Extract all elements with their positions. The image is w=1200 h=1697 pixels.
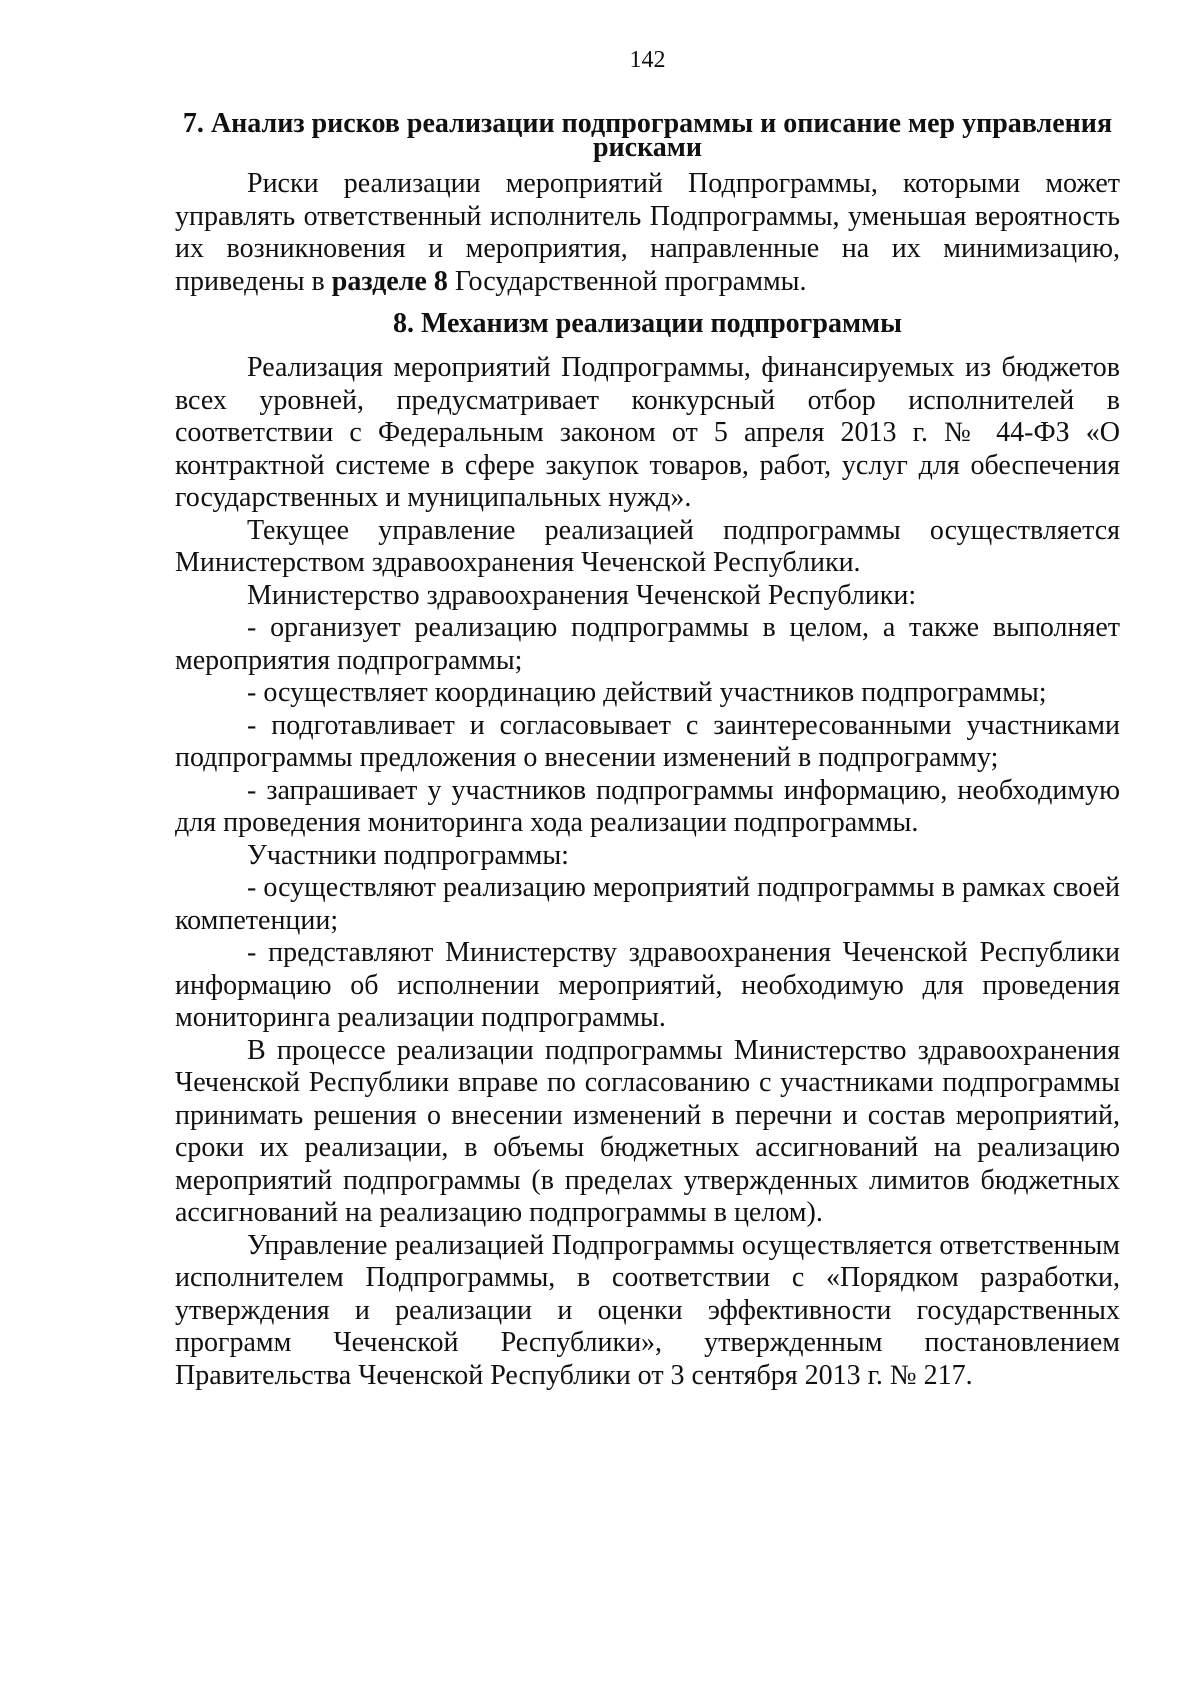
section-8-paragraph-3: Министерство здравоохранения Чеченской Республики:: [247, 579, 917, 611]
section-8-paragraph-1: Реализация мероприятий Подпрограммы, финансируемых из бюджетов всех уровней, предусматривает конкурсный отбор исполнителей в соответствии с Федеральным законом от 5 апреля 2013 г. № 44-ФЗ «О контрактной системе в сфере закупок товаров, работ, услуг для обеспечения государственных и муниципальных нужд».: [175, 352, 1120, 513]
section-8-list-item-1: - организует реализацию подпрограммы в целом, а также выполняет мероприятия подпрограммы;: [175, 612, 1120, 676]
section-7-paragraph: [175, 168, 1120, 298]
section-7-bold-reference: разделе 8: [331, 265, 448, 297]
section-8-list-item-5: - осуществляют реализацию мероприятий подпрограммы в рамках своей компетенции;: [175, 872, 1120, 936]
section-7-text-after: Государственной программы.: [447, 265, 807, 297]
page-number: 142: [629, 47, 666, 73]
document-page: [175, 0, 1120, 1392]
section-8-list-item-3: - подготавливает и согласовывает с заинтересованными участниками подпрограммы предложения о внесении изменений в подпрограмму;: [175, 709, 1120, 773]
section-8-list-item-4: - запрашивает у участников подпрограммы информацию, необходимую для проведения мониторинга хода реализации подпрограммы.: [175, 774, 1120, 838]
section-8-paragraph-2: Текущее управление реализацией подпрограммы осуществляется Министерством здравоохранения Чеченской Республики.: [175, 514, 1120, 578]
section-8-list-item-6: - представляют Министерству здравоохранения Чеченской Республики информацию об исполнении мероприятий, необходимую для проведения мониторинга реализации подпрограммы.: [175, 937, 1120, 1033]
section-7-heading: 7. Анализ рисков реализации подпрограммы и описание мер управления рисками: [182, 108, 1113, 163]
section-8-paragraph-4: Участники подпрограммы:: [247, 839, 569, 871]
section-8-list-item-2: - осуществляет координацию действий участников подпрограммы;: [247, 677, 1047, 708]
section-7-text-before: Риски реализации мероприятий Подпрограммы, которыми может управлять ответственный исполнитель Подпрограммы, уменьшая вероятность их возникновения и мероприятия, направленные на их минимизацию, приведены в: [175, 168, 1120, 297]
section-8-paragraph-6: Управление реализацией Подпрограммы осуществляется ответственным исполнителем Подпрограммы, в соответствии с «Порядком разработки, утверждения и реализации и оценки эффективности государственных программ Чеченской Республики», утвержденным постановлением Правительства Чеченской Республики от 3 сентября 2013 г. № 217.: [175, 1229, 1120, 1391]
section-8-paragraph-5: В процессе реализации подпрограммы Министерство здравоохранения Чеченской Республики вправе по согласованию с участниками подпрограммы принимать решения о внесении изменений в перечни и состав мероприятий, сроки их реализации, в объемы бюджетных ассигнований на реализацию мероприятий подпрограммы (в пределах утвержденных лимитов бюджетных ассигнований на реализацию подпрограммы в целом).: [175, 1034, 1120, 1228]
section-8-heading: 8. Механизм реализации подпрограммы: [393, 308, 902, 339]
